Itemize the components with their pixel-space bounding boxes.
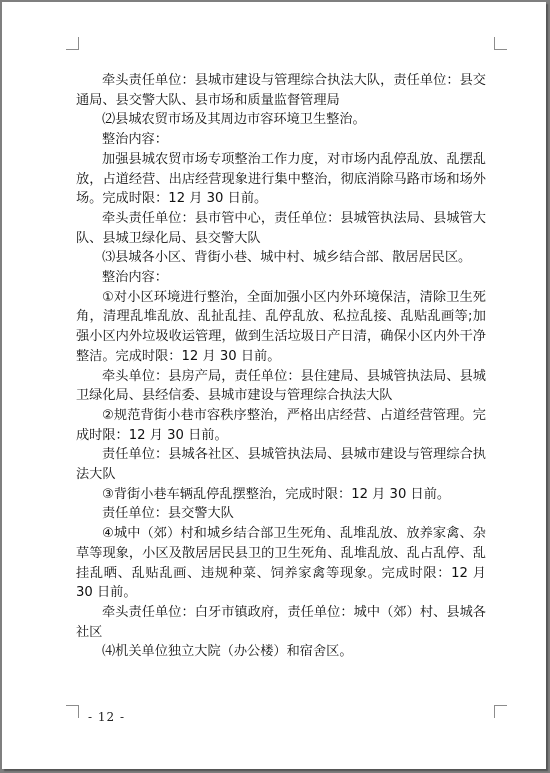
paragraph-lead-unit-3: 牵头单位：县房产局，责任单位：县住建局、县城管执法局、县城卫绿化局、县经信委、县城市建设与管理综合执法大队 — [76, 368, 486, 404]
crop-mark-top-right — [494, 37, 507, 50]
paragraph-market-rectification: 加强县城农贸市场专项整治工作力度，对市场内乱停乱放、乱摆乱放，占道经营、出店经营现象进行集中整治，彻底消除马路市场和场外场。完成时限：12 月 30 日前。 — [76, 151, 486, 207]
crop-mark-top-left — [66, 37, 79, 50]
document-page — [2, 2, 546, 769]
paragraph-content-label: 整治内容： — [102, 270, 168, 286]
page-number: - 12 - — [88, 710, 126, 724]
paragraph-responsible-unit-4: 责任单位：县城各社区、县城管执法局、县城市建设与管理综合执法大队 — [76, 447, 486, 483]
paragraph-item-2-heading: ⑵县城农贸市场及其周边市容环境卫生整治。 — [102, 112, 366, 128]
paragraph-community-rectification: ①对小区环境进行整治，全面加强小区内外环境保洁，清除卫生死角，清理乱堆乱放、乱扯乱挂、乱停乱放、私拉乱接、乱贴乱画等;加强小区内外垃圾收运管理，做到生活垃圾日产日清，确保小区内外干净整洁。完成时限：12 月 30 日前。 — [76, 289, 486, 364]
paragraph-item-3-heading: ⑶县城各小区、背街小巷、城中村、城乡结合部、散居居民区。 — [102, 250, 472, 266]
paragraph-lead-unit-6: 牵头责任单位：白牙市镇政府，责任单位：城中（郊）村、县城各社区 — [76, 604, 486, 640]
paragraph-item-4-heading: ⑷机关单位独立大院（办公楼）和宿舍区。 — [102, 644, 353, 660]
paragraph-responsible-unit-5: 责任单位：县交警大队 — [102, 506, 234, 522]
paragraph-alley-order: ②规范背街小巷市容秩序整治，严格出店经营、占道经营管理。完成时限：12 月 30 日前。 — [76, 407, 486, 443]
paragraph-village-rectification: ④城中（郊）村和城乡结合部卫生死角、乱堆乱放、放养家禽、杂草等现象，小区及散居居民县卫的卫生死角、乱堆乱放、乱占乱停、乱挂乱晒、乱贴乱画、违规种菜、饲养家禽等现象。完成时限：12 月 30 日前。 — [76, 526, 486, 601]
paragraph-content-label: 整治内容： — [102, 132, 168, 148]
document-body — [76, 71, 486, 662]
paragraph-lead-unit-2: 牵头责任单位：县市管中心，责任单位：县城管执法局、县城管大队、县城卫绿化局、县交警大队 — [76, 210, 486, 246]
crop-mark-bottom-right — [494, 705, 507, 718]
paragraph-vehicle-parking: ③背街小巷车辆乱停乱摆整治，完成时限：12 月 30 日前。 — [102, 486, 451, 502]
crop-mark-bottom-left — [66, 705, 79, 718]
paragraph-lead-unit-1: 牵头责任单位：县城市建设与管理综合执法大队，责任单位：县交通局、县交警大队、县市场和质量监督管理局 — [76, 73, 486, 108]
